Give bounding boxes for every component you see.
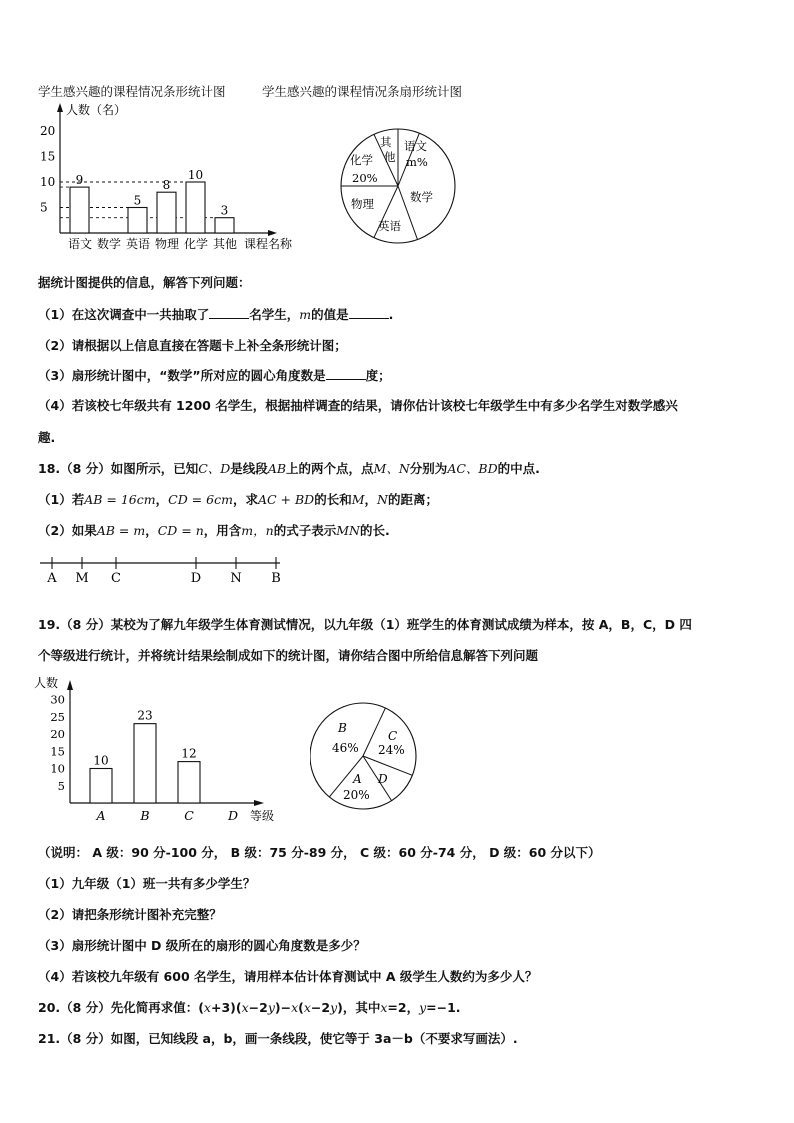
q18-p1-f: 的距离； [387,492,438,507]
segment-label-A: A [47,571,57,585]
q17-p1-blank-2[interactable] [349,306,389,319]
q18-p2-cd: CD = n [157,523,204,538]
q17-p3-blank[interactable] [326,367,366,380]
q17-p1-text-c: 的值是 [311,307,349,322]
q20-x3: x [291,1000,299,1015]
q18-p2-mn: m，n [241,523,274,538]
bar2-bar-B [134,724,156,803]
q18-stem-e: 的中点. [497,461,540,476]
q17-part4-cont: 趣. [38,430,56,445]
bar1-category-3: 物理 [155,237,180,251]
bar1-ytick-15: 15 [40,149,56,164]
q20-f: −2 [310,1000,331,1015]
bar1-category-2: 英语 [126,237,151,251]
bar2-category-D: D [227,808,239,823]
bar1-category-5: 其他 [213,237,238,251]
q19-note: （说明： A 级：90 分-100 分， B 级：75 分-89 分， C 级：60 分-74 分， D 级：60 分以下） [38,845,601,860]
pie-chart-2 [310,700,420,812]
q18-p2-c: ，用含 [203,523,242,538]
bar1-ytick-10: 10 [40,175,56,189]
bar2-category-A: A [96,808,106,823]
segment-label-D: D [190,571,202,585]
q20-c: −2 [248,1000,268,1015]
bar2-ytick-5: 5 [57,778,65,793]
pie-1-label-other-1: 其 [380,135,392,149]
pie-2-label-C-pct: 24% [378,743,405,757]
bar2-ytick-10: 10 [50,761,65,776]
q18-stem-acbd: AC、BD [447,461,498,476]
q17-part1 [38,305,393,323]
bar1-category-4: 化学 [184,237,209,251]
q17-p1-text-d: . [388,307,394,322]
q17-part4: （4）若该校七年级共有 1200 名学生，根据抽样调查的结果，请你估计该校七年级学生中有多少名学生对数学感兴 [38,398,678,413]
q18-p2-d: 的式子表示 [273,523,337,538]
bar1-bar-2 [128,208,147,234]
q20-y1: y [267,1000,275,1015]
pie-1-label-math: 数学 [410,190,433,204]
pie-2-label-C: C [388,729,398,743]
q18-part1 [38,490,438,508]
q18-stem-mn: M、N [373,461,410,476]
q18-p2-b: ， [145,523,158,538]
q20-d: )− [274,1000,292,1015]
pie-1-label-chinese-pct: m% [406,155,428,169]
q20-x2: x [241,1000,249,1015]
bar1-value-label-3: 8 [162,178,171,193]
bar2-x-label: 等级 [250,809,275,823]
segment-label-B: B [271,571,281,585]
bar1-category-1: 数学 [97,237,122,251]
q18-p2-a: （2）如果 [38,523,97,538]
bar-chart-1-title: 学生感兴趣的课程情况条形统计图 [38,84,226,99]
q18-p2-e: 的长. [359,523,390,538]
bar1-value-label-2: 5 [133,193,142,208]
q18-part2 [38,521,390,539]
pie-2-label-A-pct: 20% [343,788,370,802]
q18-p1-d: 的长和 [314,492,352,507]
q20-y3: y [419,1000,427,1015]
pie2-divider-1 [363,756,412,775]
bar2-bar-C [178,762,200,803]
q18-p1-b: ， [155,492,169,507]
bar1-bar-4 [186,182,205,233]
q18-p2-ab: AB = m [96,523,146,538]
pie-1-label-english: 英语 [378,219,401,233]
bar2-value-label-C: 12 [181,746,197,761]
bar1-x-arrow [268,230,277,236]
pie-1-label-physics: 物理 [351,197,374,211]
q17-p1-text-a: （1）在这次调查中一共抽取了 [38,307,210,322]
q17-p1-blank-1[interactable] [209,306,249,319]
pie-chart-1 [340,128,460,246]
pie-1-label-other-2: 他 [384,150,396,164]
bar1-value-label-4: 10 [187,168,204,182]
q18-p1-sum: AC + BD [257,492,315,507]
q18-p1-e: ， [364,492,378,507]
segment-label-M: M [75,571,89,585]
q19-stem-1: 19.（8 分）某校为了解九年级学生体育测试情况，以九年级（1）班学生的体育测试成绩为样本，按 A，B，C，D 四 [38,617,692,632]
q18-stem-b: 是线段 [230,461,268,476]
pie-1-label-chinese: 语文 [404,139,427,153]
bar2-ytick-25: 25 [50,709,65,724]
q17-part2: （2）请根据以上信息直接在答题卡上补全条形统计图； [38,338,347,353]
bar2-category-C: C [184,808,194,823]
q19-part4: （4）若该校九年级有 600 名学生，请用样本估计体育测试中 A 级学生人数约为多少人？ [38,969,538,984]
bar2-ytick-20: 20 [50,727,65,741]
q20-a: 20.（8 分）先化简再求值：( [38,1000,204,1015]
bar1-bar-5 [215,218,234,233]
segment-label-N: N [230,571,242,585]
segment-diagram [38,555,288,585]
q20-g: )，其中 [337,1000,381,1015]
q20-x1: x [203,1000,211,1015]
q20-i: =−1. [426,1000,461,1015]
bar1-y-label: 人数（名） [66,103,127,117]
q18-p1-m: M [351,492,365,507]
q18-p1-ab: AB = 16cm [84,492,156,507]
bar2-category-B: B [140,808,150,823]
q17-p3-text-b: 度； [365,368,391,383]
bar2-ytick-15: 15 [50,744,65,759]
bar2-x-arrow [254,800,264,806]
q20-e: ( [298,1000,304,1015]
q18-p1-n: N [377,492,388,507]
pie-chart-1-title: 学生感兴趣的课程情况条扇形统计图 [262,84,463,99]
q19-part3: （3）扇形统计图中 D 级所在的扇形的圆心角度数是多少？ [38,938,366,953]
bar1-ytick-5: 5 [40,200,48,215]
pie-1-label-chemistry-pct: 20% [352,171,378,185]
q18-stem-ab: AB [267,461,287,476]
pie-2-label-A: A [353,772,362,786]
q18-stem-d: 分别为 [409,461,448,476]
q20 [38,998,461,1016]
q20-b: +3)( [210,1000,242,1015]
q18-stem-cd: C、D [198,461,231,476]
q17-p1-m: m [299,307,312,322]
q18-p2-MN: MN [336,523,360,538]
bar2-y-label: 人数 [34,676,59,690]
bar1-x-label: 课程名称 [244,237,293,251]
bar-chart-2 [30,672,290,827]
q20-x4: x [303,1000,311,1015]
bar1-value-label-5: 3 [220,203,229,218]
bar2-value-label-A: 10 [93,753,109,768]
q17-p3-text-a: （3）扇形统计图中，“数学”所对应的圆心角度数是 [38,368,326,383]
q19-part1: （1）九年级（1）班一共有多少学生？ [38,876,256,891]
bar1-ytick-20: 20 [40,124,56,138]
q20-x5: x [380,1000,388,1015]
q18-stem [38,459,540,477]
bar-chart-1 [30,100,310,255]
bar1-bar-0 [70,187,89,233]
q19-part2: （2）请把条形统计图补充完整？ [38,907,222,922]
segment-label-C: C [111,571,121,585]
q18-stem-c: 上的两个点，点 [286,461,374,476]
q18-p1-cd: CD = 6cm [168,492,233,507]
q21: 21.（8 分）如图，已知线段 a，b，画一条线段，使它等于 3a－b（不要求写画法）. [38,1031,518,1046]
q18-stem-a: 18.（8 分）如图所示，已知 [38,461,199,476]
pie-2-label-B-pct: 46% [332,741,359,755]
pie-2-label-B: B [338,721,347,735]
bar2-y-arrow [67,680,73,690]
q18-p1-a: （1）若 [38,492,85,507]
q20-y2: y [330,1000,338,1015]
q20-h: =2， [387,1000,420,1015]
bar2-ytick-30: 30 [50,692,65,707]
pie-1-label-chemistry: 化学 [350,153,373,167]
pie-2-label-D: D [378,772,388,786]
q18-p1-c: ，求 [232,492,258,507]
bar1-category-0: 语文 [68,237,93,251]
bar1-y-arrow [57,103,63,112]
q17-part3 [38,366,391,384]
bar1-value-label-0: 9 [75,173,84,188]
bar2-bar-A [90,769,112,804]
q17-p1-text-b: 名学生， [249,307,300,322]
bar2-value-label-B: 23 [137,708,153,723]
bar1-bar-3 [157,192,176,233]
q19-stem-2: 个等级进行统计，并将统计结果绘制成如下的统计图，请你结合图中所给信息解答下列问题 [38,648,539,663]
q17-intro: 据统计图提供的信息，解答下列问题： [38,275,251,290]
